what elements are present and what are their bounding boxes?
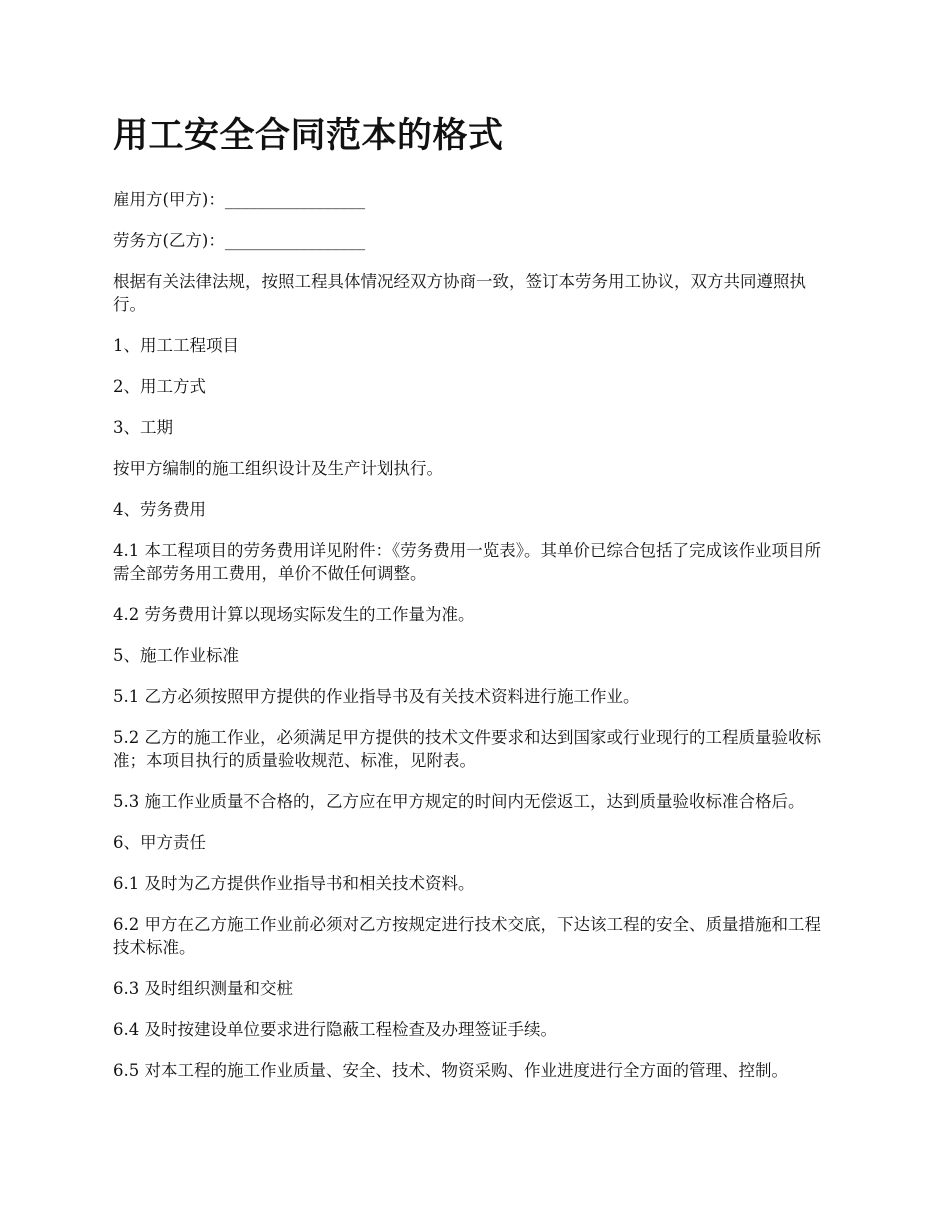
clause-4-1: 4.1 本工程项目的劳务费用详见附件：《劳务费用一览表》。其单价已综合包括了完成该作业项目所需全部劳务用工费用，单价不做任何调整。 <box>113 541 821 583</box>
section-heading-5: 5、施工作业标准 <box>113 646 239 665</box>
section-heading-6: 6、甲方责任 <box>113 833 206 852</box>
clause-5-2: 5.2 乙方的施工作业，必须满足甲方提供的技术文件要求和达到国家或行业现行的工程质量验收标准；本项目执行的质量验收规范、标准，见附表。 <box>113 728 821 770</box>
section-heading-4: 4、劳务费用 <box>113 500 206 519</box>
clause-6-2: 6.2 甲方在乙方施工作业前必须对乙方按规定进行技术交底，下达该工程的安全、质量措施和工程技术标准。 <box>113 915 821 957</box>
clause-paragraph: 按甲方编制的施工组织设计及生产计划执行。 <box>113 459 443 478</box>
section-heading-3: 3、工期 <box>113 418 173 437</box>
clause-5-3: 5.3 施工作业质量不合格的，乙方应在甲方规定的时间内无偿返工，达到质量验收标准合格后。 <box>113 792 805 811</box>
clause-6-1: 6.1 及时为乙方提供作业指导书和相关技术资料。 <box>113 874 475 893</box>
document-title: 用工安全合同范本的格式 <box>113 115 504 156</box>
clause-4-2: 4.2 劳务费用计算以现场实际发生的工作量为准。 <box>113 605 475 624</box>
clause-6-4: 6.4 及时按建设单位要求进行隐蔽工程检查及办理签证手续。 <box>113 1020 557 1039</box>
employer-line: 雇用方(甲方)：_________________ <box>113 190 366 209</box>
clause-6-5: 6.5 对本工程的施工作业质量、安全、技术、物资采购、作业进度进行全方面的管理、控制。 <box>113 1061 788 1080</box>
laborer-line: 劳务方(乙方)：_________________ <box>113 231 366 250</box>
section-heading-1: 1、用工工程项目 <box>113 336 239 355</box>
preamble-paragraph: 根据有关法律法规，按照工程具体情况经双方协商一致，签订本劳务用工协议，双方共同遵照执行。 <box>113 272 806 314</box>
clause-6-3: 6.3 及时组织测量和交桩 <box>113 979 293 998</box>
document-page <box>113 110 835 1100</box>
clause-5-1: 5.1 乙方必须按照甲方提供的作业指导书及有关技术资料进行施工作业。 <box>113 687 640 706</box>
section-heading-2: 2、用工方式 <box>113 377 206 396</box>
